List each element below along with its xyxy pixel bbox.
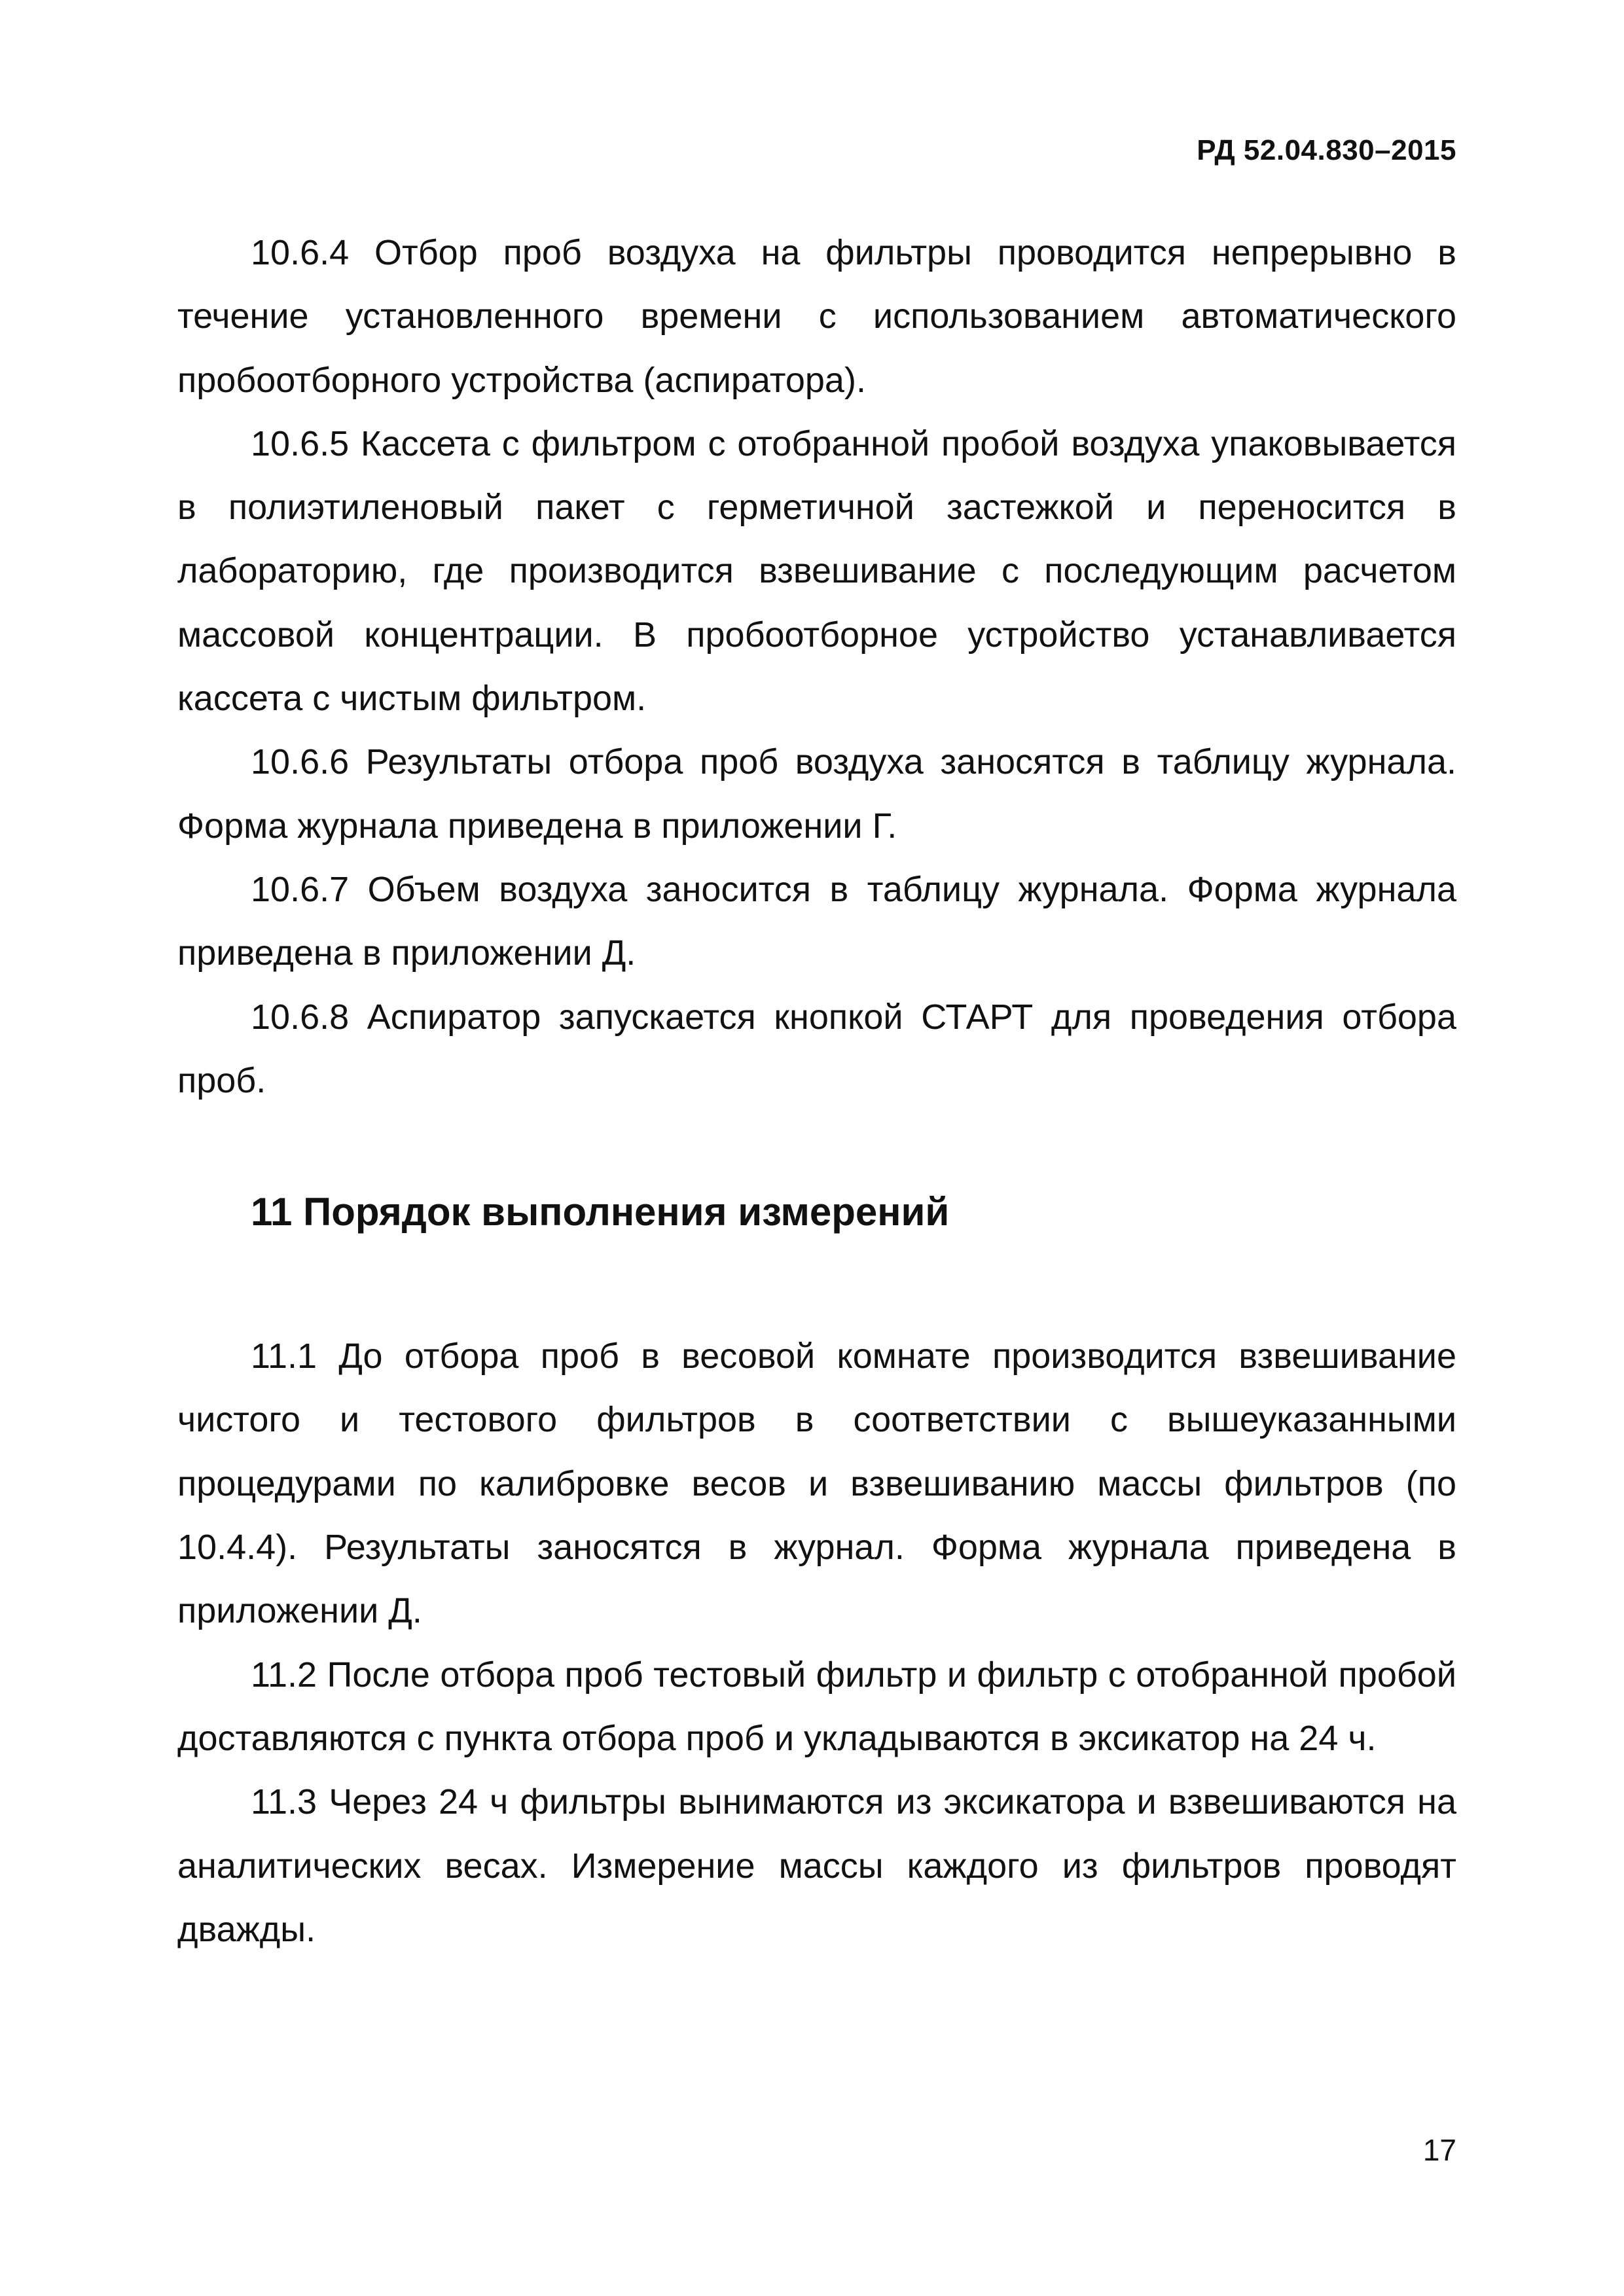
document-body [177,221,1456,1962]
paragraph-10-6-6: 10.6.6 Результаты отбора проб воздуха заносятся в таблицу журнала. Форма журнала приведена в приложении Г. [177,742,1456,846]
paragraph-10-6-4: 10.6.4 Отбор проб воздуха на фильтры проводится непрерывно в течение установленного времени с использованием автоматического пробоотборного устройства (аспиратора). [177,233,1456,400]
section-spacer-top [177,1113,1456,1186]
page-number: 17 [1422,2133,1456,2167]
paragraph-10-6-8: 10.6.8 Аспиратор запускается кнопкой СТАРТ для проведения отбора проб. [177,997,1456,1100]
document-code: РД 52.04.830–2015 [1197,134,1456,166]
paragraph-11-2: 11.2 После отбора проб тестовый фильтр и фильтр с отобранной пробой доставляются с пункта отбора проб и укладываются в эксикатор на 24 ч. [177,1655,1456,1758]
paragraph-10-6-7: 10.6.7 Объем воздуха заносится в таблицу журнала. Форма журнала приведена в приложении Д. [177,869,1456,973]
section-spacer-bottom [177,1238,1456,1325]
section-heading: 11 Порядок выполнения измерений [251,1190,950,1234]
paragraph-11-3: 11.3 Через 24 ч фильтры вынимаются из эксикатора и взвешиваются на аналитических весах. Измерение массы каждого из фильтров проводят дважды. [177,1782,1456,1949]
paragraph-11-1: 11.1 До отбора проб в весовой комнате производится взвешивание чистого и тестового фильтров в соответствии с вышеуказанными процедурами по калибровке весов и взвешиванию массы фильтров (по 10.4.4). Результаты заносятся в журнал. Форма журнала приведена в приложении Д. [177,1336,1456,1631]
paragraph-10-6-5: 10.6.5 Кассета с фильтром с отобранной пробой воздуха упаковывается в полиэтиленовый пакет с герметичной застежкой и переносится в лабораторию, где производится взвешивание с последующим расчетом массовой концентрации. В пробоотборное устройство устанавливается кассета с чистым фильтром. [177,423,1456,719]
